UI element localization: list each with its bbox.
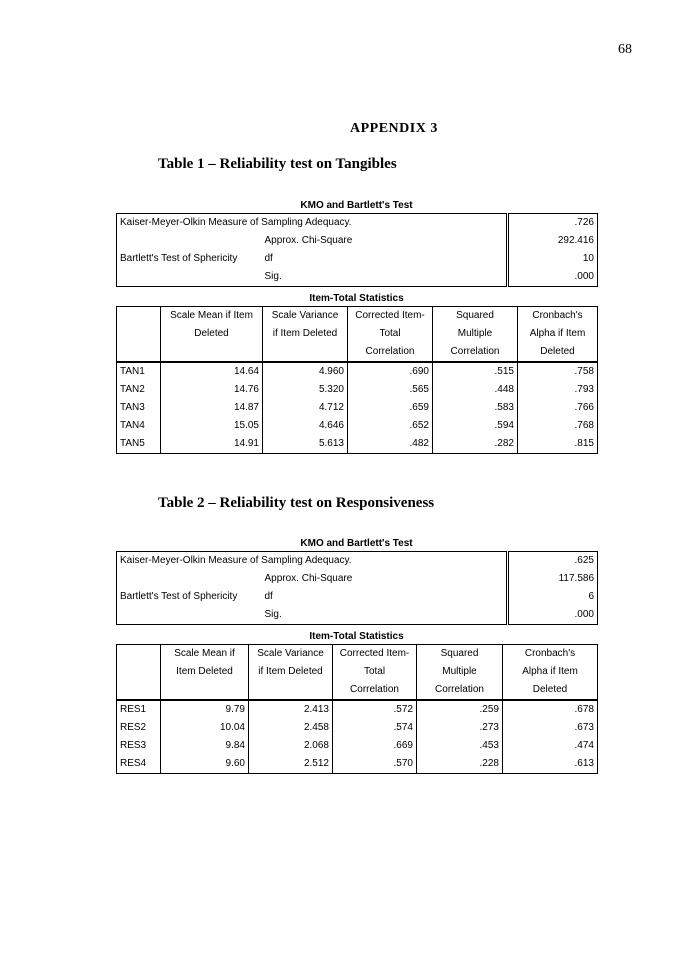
col-header [161,343,263,362]
cell: 4.712 [263,399,348,417]
col-header: Alpha if Item [503,663,598,681]
table-row [117,381,598,399]
table-row [117,417,598,435]
col-header: Total [333,663,417,681]
cell: 5.320 [263,381,348,399]
cell: .659 [348,399,433,417]
kmo-row [117,588,598,606]
cell: .678 [503,700,598,719]
row-label: TAN1 [117,362,161,381]
cell: .453 [417,737,503,755]
cell: 14.91 [161,435,263,454]
col-header: Total [348,325,433,343]
col-header: if Item Deleted [249,663,333,681]
cell: .613 [503,755,598,774]
kmo-row [117,606,598,625]
kmo-caption-2: KMO and Bartlett's Test [300,538,413,549]
kmo-row [117,214,598,233]
cell: .572 [333,700,417,719]
row-label: TAN5 [117,435,161,454]
col-header: Corrected Item- [333,645,417,664]
cell: 10.04 [161,719,249,737]
table-1-title: Table 1 – Reliability test on Tangibles [158,156,397,172]
header-row [117,343,598,362]
cell: .282 [433,435,518,454]
kmo-value: .000 [508,268,598,287]
cell: .259 [417,700,503,719]
cell: .474 [503,737,598,755]
cell: .228 [417,755,503,774]
cell: 5.613 [263,435,348,454]
table-2-title: Table 2 – Reliability test on Responsiveness [158,495,435,511]
kmo-label: Kaiser-Meyer-Olkin Measure of Sampling Adequacy. [120,217,352,228]
row-label-header [117,307,161,363]
kmo-sub-label: Sig. [264,271,282,282]
table-row [117,737,598,755]
cell: .793 [518,381,598,399]
header-row [117,663,598,681]
col-header: Correlation [348,343,433,362]
cell: .766 [518,399,598,417]
kmo-table-1 [116,213,598,287]
col-header: Squared [417,645,503,664]
cell: 14.76 [161,381,263,399]
header-row [117,681,598,700]
row-label: RES2 [117,719,161,737]
col-header [249,681,333,700]
cell: .669 [333,737,417,755]
col-header: Item Deleted [176,666,233,677]
kmo-value: 6 [508,588,598,606]
kmo-label: Kaiser-Meyer-Olkin Measure of Sampling Adequacy. [120,555,352,566]
table-row [117,700,598,719]
row-label: RES1 [117,700,161,719]
cell: .594 [433,417,518,435]
kmo-sub-label: Sig. [264,609,282,620]
kmo-row [117,570,598,588]
cell: 15.05 [161,417,263,435]
col-header: Multiple [417,663,503,681]
col-header: Cronbach's [503,645,598,664]
cell: .673 [503,719,598,737]
kmo-table-2 [116,551,598,625]
cell: 2.512 [249,755,333,774]
cell: .570 [333,755,417,774]
cell: .448 [433,381,518,399]
cell: 4.960 [263,362,348,381]
cell: .652 [348,417,433,435]
kmo-value: .000 [508,606,598,625]
kmo-caption-1: KMO and Bartlett's Test [300,200,413,211]
kmo-row [117,250,598,268]
kmo-sub-label: Approx. Chi-Square [264,573,353,584]
cell: 9.60 [161,755,249,774]
table-row [117,362,598,381]
kmo-row [117,552,598,571]
kmo-row [117,268,598,287]
kmo-value: 117.586 [508,570,598,588]
kmo-label [117,232,262,250]
col-header: Scale Mean if [161,645,249,664]
table-row [117,435,598,454]
kmo-row [117,232,598,250]
cell: .583 [433,399,518,417]
kmo-value: .625 [508,552,598,571]
cell: 14.87 [161,399,263,417]
kmo-sub-label: df [264,591,273,602]
kmo-value: 292.416 [508,232,598,250]
cell: 9.79 [161,700,249,719]
header-row [117,325,598,343]
col-header [263,343,348,362]
table-row [117,399,598,417]
kmo-label [117,268,262,287]
col-header: Corrected Item- [348,307,433,326]
cell: .574 [333,719,417,737]
col-header: Deleted [518,343,598,362]
table-row [117,719,598,737]
item-table-2 [116,644,598,774]
col-header: Multiple [433,325,518,343]
col-header: Deleted [194,328,229,339]
kmo-label [117,570,262,588]
cell: 2.458 [249,719,333,737]
row-label-header [117,645,161,701]
cell: .565 [348,381,433,399]
cell: 9.84 [161,737,249,755]
kmo-value: 10 [508,250,598,268]
col-header: Scale Variance [249,645,333,664]
cell: 4.646 [263,417,348,435]
col-header: Squared [433,307,518,326]
header-row [117,307,598,326]
col-header: Scale Variance [263,307,348,326]
table-row [117,755,598,774]
cell: .515 [433,362,518,381]
kmo-label [117,606,262,625]
col-header: Alpha if Item [518,325,598,343]
kmo-label: Bartlett's Test of Sphericity [120,253,238,264]
kmo-sub-label: Approx. Chi-Square [264,235,353,246]
header-row [117,645,598,664]
row-label: RES3 [117,737,161,755]
col-header: Deleted [503,681,598,700]
item-caption-2: Item-Total Statistics [309,631,404,642]
col-header: if Item Deleted [263,325,348,343]
col-header: Cronbach's [518,307,598,326]
cell: 2.413 [249,700,333,719]
col-header: Correlation [433,343,518,362]
cell: .815 [518,435,598,454]
row-label: TAN3 [117,399,161,417]
kmo-label: Bartlett's Test of Sphericity [120,591,238,602]
col-header: Correlation [333,681,417,700]
cell: .273 [417,719,503,737]
col-header: Correlation [417,681,503,700]
row-label: TAN4 [117,417,161,435]
cell: .690 [348,362,433,381]
cell: .482 [348,435,433,454]
col-header [161,681,249,700]
cell: .758 [518,362,598,381]
cell: 2.068 [249,737,333,755]
row-label: TAN2 [117,381,161,399]
item-table-1 [116,306,598,454]
cell: .768 [518,417,598,435]
appendix-title: APPENDIX 3 [350,121,438,136]
col-header: Scale Mean if Item [161,307,263,326]
item-caption-1: Item-Total Statistics [309,293,404,304]
page-number: 68 [618,42,632,57]
kmo-value: .726 [508,214,598,233]
row-label: RES4 [117,755,161,774]
kmo-sub-label: df [264,253,273,264]
cell: 14.64 [161,362,263,381]
